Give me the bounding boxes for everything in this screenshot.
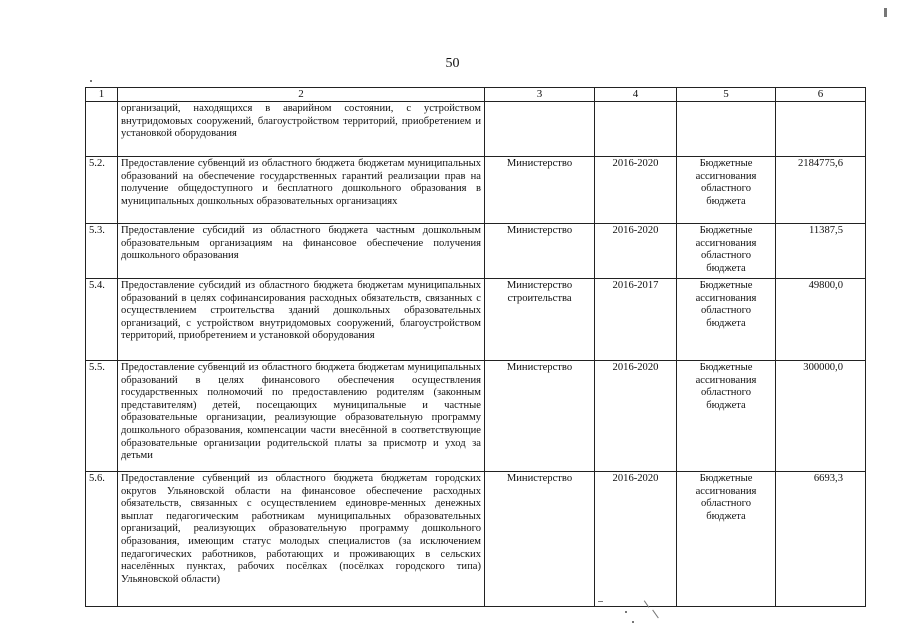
table-row (86, 279, 866, 361)
scan-artifact (632, 621, 634, 623)
table-header-row (86, 88, 866, 102)
executor-cell: Министерство (485, 472, 595, 607)
activity-description: организаций, находящихся в аварийном состоянии, с устройством внутридомовых сооружений, благоустройством территорий, приобретением и установкой оборудования (118, 102, 485, 157)
period-cell: 2016-2020 (595, 224, 677, 279)
table-row (86, 157, 866, 224)
scan-artifact (598, 601, 603, 602)
program-activities-table (85, 87, 866, 607)
header-cell: 6 (776, 88, 866, 102)
funding-source-cell: Бюджетные ассигнования областного бюджета (677, 361, 776, 472)
period-cell: 2016-2017 (595, 279, 677, 361)
amount-cell: 6693,3 (776, 472, 866, 607)
row-number: 5.5. (86, 361, 118, 472)
executor-cell (485, 102, 595, 157)
scan-artifact (652, 610, 659, 619)
executor-cell: Министерство строительства (485, 279, 595, 361)
activity-description: Предоставление субвенций из областного бюджета бюджетам муниципальных образований на обеспечение государственных гарантий реализации прав на получение общедоступного и бесплатного дошкольного образования в муниципальных дошкольных образовательных организациях (118, 157, 485, 224)
header-cell: 4 (595, 88, 677, 102)
header-cell: 2 (118, 88, 485, 102)
page-number: 50 (445, 56, 460, 71)
row-number: 5.6. (86, 472, 118, 607)
funding-source-cell: Бюджетные ассигнования областного бюджета (677, 472, 776, 607)
table-row (86, 361, 866, 472)
period-cell: 2016-2020 (595, 472, 677, 607)
table-row (86, 102, 866, 157)
scan-artifact (90, 80, 92, 82)
amount-cell: 11387,5 (776, 224, 866, 279)
period-cell (595, 102, 677, 157)
table-row (86, 472, 866, 607)
funding-source-cell: Бюджетные ассигнования областного бюджета (677, 224, 776, 279)
scan-artifact (884, 8, 887, 17)
funding-source-cell: Бюджетные ассигнования областного бюджета (677, 157, 776, 224)
activity-description: Предоставление субсидий из областного бюджета частным дошкольным образовательным организациям на финансовое обеспечение получения дошкольного образования (118, 224, 485, 279)
executor-cell: Министерство (485, 361, 595, 472)
amount-cell: 49800,0 (776, 279, 866, 361)
row-number: 5.3. (86, 224, 118, 279)
period-cell: 2016-2020 (595, 361, 677, 472)
activity-description: Предоставление субвенций из областного бюджета бюджетам муниципальных образований в целях финансового обеспечения осуществления государственных полномочий по предоставлению родителям (законным представителям) детей, посещающих муниципальные и частные образовательные организации, реализующие образовательную программу дошкольного образования, компенсации части внесённой в соответствующие образовательные организации родительской платы за присмотр и уход за детьми (118, 361, 485, 472)
amount-cell: 300000,0 (776, 361, 866, 472)
executor-cell: Министерство (485, 157, 595, 224)
activity-description: Предоставление субсидий из областного бюджета бюджетам муниципальных образований в целях софинансирования расходных обязательств, связанных с осуществлением строительства зданий дошкольных образовательных организаций, с устройством внутридомовых сооружений, благоустройством территорий, приобретением и установкой оборудования (118, 279, 485, 361)
funding-source-cell (677, 102, 776, 157)
funding-source-cell: Бюджетные ассигнования областного бюджета (677, 279, 776, 361)
header-cell: 3 (485, 88, 595, 102)
amount-cell: 2184775,6 (776, 157, 866, 224)
header-cell: 1 (86, 88, 118, 102)
row-number: 5.2. (86, 157, 118, 224)
scan-artifact (625, 611, 627, 613)
amount-cell (776, 102, 866, 157)
row-number: 5.4. (86, 279, 118, 361)
table-row (86, 224, 866, 279)
period-cell: 2016-2020 (595, 157, 677, 224)
executor-cell: Министерство (485, 224, 595, 279)
header-cell: 5 (677, 88, 776, 102)
activity-description: Предоставление субвенций из областного бюджета бюджетам городских округов Ульяновской области на финансовое обеспечение расходных обязательств, связанных с осуществлением единовре-менных денежных выплат педагогическим работникам муниципальных образовательных организаций, реализующих образовательную программу дошкольного образования, имеющим статус молодых специалистов (за исключением педагогических работников, работающих и проживающих в сельских населённых пунктах, рабочих посёлках (посёлках городского типа) Ульяновской области) (118, 472, 485, 607)
row-number (86, 102, 118, 157)
